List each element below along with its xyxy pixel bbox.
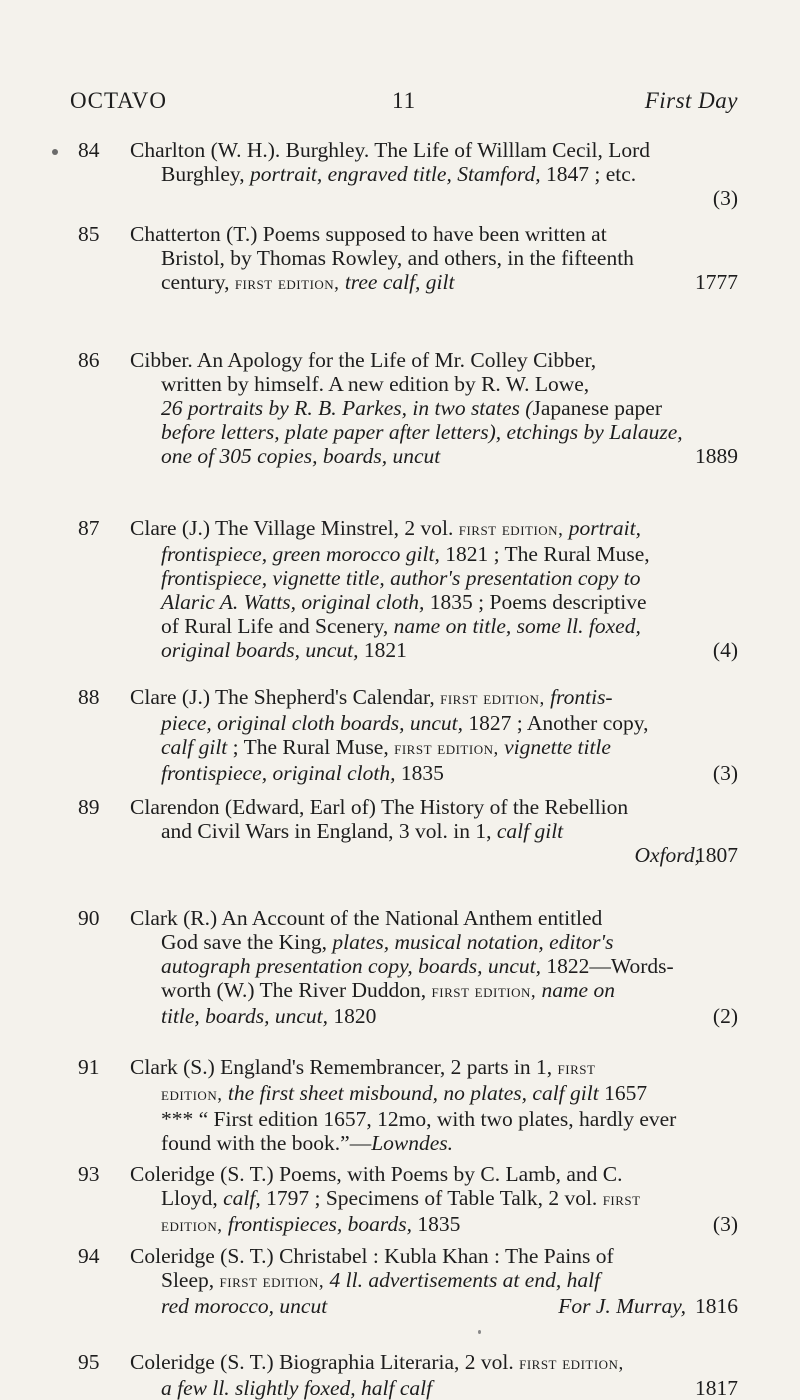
entry-line xyxy=(130,566,738,590)
entry-line xyxy=(130,420,738,444)
lot-description xyxy=(130,685,738,785)
entry-note: (2) xyxy=(712,1004,738,1028)
entry-line xyxy=(130,246,738,270)
entry-line xyxy=(130,542,738,566)
entry-text: original boards, uncut, xyxy=(161,638,359,662)
lot-description xyxy=(130,348,738,468)
entry-line xyxy=(130,1107,738,1131)
entry-text: written by himself. A new edition by R. W. Lowe, xyxy=(161,372,590,396)
entry-text: first edition, xyxy=(458,519,564,540)
entry-note: (3) xyxy=(712,186,738,210)
entry-line xyxy=(130,685,738,711)
entry-text: calf, xyxy=(223,1186,261,1210)
catalogue-lot xyxy=(78,1244,738,1318)
entry-text: portrait, xyxy=(563,516,641,540)
entry-text: Bristol, by Thomas Rowley, and others, in the fifteenth xyxy=(161,246,634,270)
entry-text: first edition, xyxy=(431,981,537,1002)
lot-description xyxy=(130,1244,738,1318)
entry-text: Lloyd, xyxy=(161,1186,224,1210)
entry-line xyxy=(130,761,738,785)
entry-text: calf gilt xyxy=(161,735,228,759)
entry-text: Coleridge (S. T.) Christabel : Kubla Khan : The Pains of xyxy=(130,1244,614,1268)
entry-text: Coleridge (S. T.) Poems, with Poems by C. Lamb, and C. xyxy=(130,1162,623,1186)
entry-line xyxy=(130,930,738,954)
page-number: 11 xyxy=(392,88,417,113)
lot-number: 93 xyxy=(78,1162,100,1186)
entry-line xyxy=(130,396,738,420)
catalogue-lot xyxy=(78,222,738,296)
entry-text: of Rural Life and Scenery, xyxy=(161,614,394,638)
entry-text: one of 305 copies, boards, uncut xyxy=(161,444,441,468)
entry-text: edition, xyxy=(161,1215,223,1236)
entry-text: Clark (R.) An Account of the National Anthem entitled xyxy=(130,906,603,930)
entry-line xyxy=(130,978,738,1004)
entry-note: (3) xyxy=(712,761,738,785)
entry-text: the first sheet misbound, no plates, calf gilt xyxy=(222,1081,599,1105)
lot-description xyxy=(130,138,738,210)
entry-text: 4 ll. advertisements at end, half xyxy=(324,1268,601,1292)
entry-text: 1797 ; Specimens of Table Talk, 2 vol. xyxy=(260,1186,603,1210)
lot-description xyxy=(130,1055,738,1155)
entry-text: Clare (J.) The Shepherd's Calendar, xyxy=(130,685,441,709)
entry-line xyxy=(130,1131,738,1155)
entry-line xyxy=(130,138,738,162)
catalogue-lot xyxy=(78,685,738,785)
entry-note: (3) xyxy=(712,1212,738,1236)
lot-number: 94 xyxy=(78,1244,100,1268)
entry-line xyxy=(130,795,738,819)
entry-note: For J. Murray, xyxy=(558,1294,686,1318)
entry-line xyxy=(130,735,738,761)
entry-text: 26 portraits by R. B. Parkes, in two states ( xyxy=(161,396,533,420)
entry-line xyxy=(130,1004,738,1028)
entry-text: calf gilt xyxy=(496,819,564,843)
entry-text: frontispiece, original cloth, xyxy=(161,761,396,785)
entry-line xyxy=(130,1268,738,1294)
entry-line xyxy=(130,372,738,396)
entry-note: 1817 xyxy=(695,1376,738,1400)
entry-text: frontis- xyxy=(544,685,613,709)
entry-text: first xyxy=(557,1058,596,1079)
lot-number: 95 xyxy=(78,1350,100,1374)
entry-text: first edition, xyxy=(440,688,545,709)
entry-text: piece, original cloth boards, uncut, xyxy=(161,711,463,735)
entry-text: Coleridge (S. T.) Biographia Literaria, 2 vol. xyxy=(130,1350,520,1374)
header-format: OCTAVO xyxy=(70,88,168,113)
entry-text: edition, xyxy=(161,1084,223,1105)
entry-text: and Civil Wars in England, 3 vol. in 1, xyxy=(161,819,497,843)
entry-text: 1835 xyxy=(411,1212,461,1236)
entry-text: 1835 xyxy=(395,761,444,785)
catalogue-lot xyxy=(78,516,738,662)
entry-text: plates, musical notation, editor's xyxy=(332,930,614,954)
entry-text: tree calf, gilt xyxy=(339,270,455,294)
entry-line xyxy=(130,1081,738,1107)
lot-description xyxy=(130,222,738,296)
entry-line xyxy=(130,1376,738,1400)
entry-text: first edition, xyxy=(234,273,340,294)
catalogue-lot xyxy=(78,138,738,210)
entry-text: Alaric A. Watts, original cloth, xyxy=(161,590,425,614)
entry-text: frontispieces, boards, xyxy=(222,1212,412,1236)
ink-dot xyxy=(52,149,58,155)
entry-line xyxy=(130,270,738,296)
entry-note: 1807 xyxy=(695,843,738,867)
lot-description xyxy=(130,1350,738,1400)
lot-number: 87 xyxy=(78,516,100,540)
entry-text: first xyxy=(602,1189,641,1210)
entry-text: worth (W.) The River Duddon, xyxy=(161,978,432,1002)
entry-text: frontispiece, vignette title, author's presentation copy to xyxy=(161,566,641,590)
lot-number: 89 xyxy=(78,795,100,819)
catalogue-lot xyxy=(78,348,738,468)
entry-line xyxy=(130,516,738,542)
entry-text: 1822—Words- xyxy=(541,954,674,978)
lot-number: 90 xyxy=(78,906,100,930)
entry-line xyxy=(130,1244,738,1268)
entry-text: vignette title xyxy=(498,735,611,759)
entry-text: first edition, xyxy=(219,1271,325,1292)
entry-note: 1777 xyxy=(695,270,738,294)
entry-text: Clarendon (Edward, Earl of) The History of the Rebellion xyxy=(130,795,629,819)
lot-description xyxy=(130,795,738,867)
page-header xyxy=(70,88,738,118)
entry-text: Sleep, xyxy=(161,1268,220,1292)
entry-line xyxy=(130,1212,738,1238)
entry-line xyxy=(130,711,738,735)
header-day: First Day xyxy=(644,88,738,113)
entry-text: Charlton (W. H.). Burghley. The Life of Willlam Cecil, Lord xyxy=(130,138,651,162)
entry-text: 1821 ; The Rural Muse, xyxy=(439,542,650,566)
entry-text: Japanese paper xyxy=(532,396,662,420)
entry-text: name on xyxy=(536,978,615,1002)
entry-line xyxy=(130,1186,738,1212)
entry-text: portrait, engraved title, Stamford, xyxy=(249,162,541,186)
lot-number: 84 xyxy=(78,138,100,162)
entry-text: Cibber. An Apology for the Life of Mr. Colley Cibber, xyxy=(130,348,597,372)
lot-number: 88 xyxy=(78,685,100,709)
entry-line xyxy=(130,906,738,930)
entry-text: ; The Rural Muse, xyxy=(227,735,395,759)
entry-text: 1847 ; etc. xyxy=(540,162,637,186)
entry-text: Burghley, xyxy=(161,162,250,186)
entry-text: found with the book.”— xyxy=(161,1131,372,1155)
catalogue-lot xyxy=(78,1055,738,1155)
entry-text: first edition, xyxy=(394,738,499,759)
lot-description xyxy=(130,516,738,662)
entry-text: 1821 xyxy=(358,638,407,662)
entry-text: 1827 ; Another copy, xyxy=(462,711,649,735)
entry-text: Chatterton (T.) Poems supposed to have been written at xyxy=(130,222,607,246)
entry-text: Lowndes. xyxy=(371,1131,454,1155)
catalogue-lot xyxy=(78,1350,738,1400)
entry-note: Oxford, xyxy=(634,843,700,867)
entry-line xyxy=(130,222,738,246)
lot-description xyxy=(130,1162,738,1238)
lot-description xyxy=(130,906,738,1028)
entry-note: 1816 xyxy=(695,1294,738,1318)
entry-line xyxy=(130,444,738,468)
entry-text: autograph presentation copy, boards, uncut, xyxy=(161,954,542,978)
entry-text: red morocco, uncut xyxy=(161,1294,328,1318)
entry-line xyxy=(130,590,738,614)
entry-line xyxy=(130,162,738,186)
lot-number: 85 xyxy=(78,222,100,246)
entry-text: first edition, xyxy=(519,1353,624,1374)
entry-text: 1835 ; Poems descriptive xyxy=(424,590,647,614)
lot-number: 86 xyxy=(78,348,100,372)
entry-note: 1889 xyxy=(695,444,738,468)
entry-text: century, xyxy=(161,270,235,294)
entry-text: name on title, some ll. foxed, xyxy=(393,614,641,638)
entry-text: 1820 xyxy=(328,1004,377,1028)
entry-note: (4) xyxy=(712,638,738,662)
entry-text: God save the King, xyxy=(161,930,333,954)
catalogue-lot xyxy=(78,1162,738,1238)
entry-line xyxy=(130,954,738,978)
entry-line xyxy=(130,1350,738,1376)
entry-line xyxy=(130,1055,738,1081)
entry-line xyxy=(130,348,738,372)
catalogue-lot xyxy=(78,906,738,1028)
entry-text: 1657 xyxy=(598,1081,648,1105)
entry-line xyxy=(130,819,738,843)
catalogue-lot xyxy=(78,795,738,867)
entry-text: title, boards, uncut, xyxy=(161,1004,329,1028)
entry-text: Clark (S.) England's Remembrancer, 2 parts in 1, xyxy=(130,1055,558,1079)
lot-number: 91 xyxy=(78,1055,100,1079)
entry-text: frontispiece, green morocco gilt, xyxy=(161,542,440,566)
entry-text: Clare (J.) The Village Minstrel, 2 vol. xyxy=(130,516,459,540)
entry-text: a few ll. slightly foxed, half calf xyxy=(161,1376,433,1400)
entry-line xyxy=(130,614,738,638)
entry-text: before letters, plate paper after letters), etchings by Lalauze, xyxy=(161,420,683,444)
entry-line xyxy=(130,1294,738,1318)
entry-line xyxy=(130,1162,738,1186)
entry-line xyxy=(130,638,738,662)
entry-text: *** “ First edition 1657, 12mo, with two plates, hardly ever xyxy=(161,1107,677,1131)
ink-speck xyxy=(478,1330,481,1334)
